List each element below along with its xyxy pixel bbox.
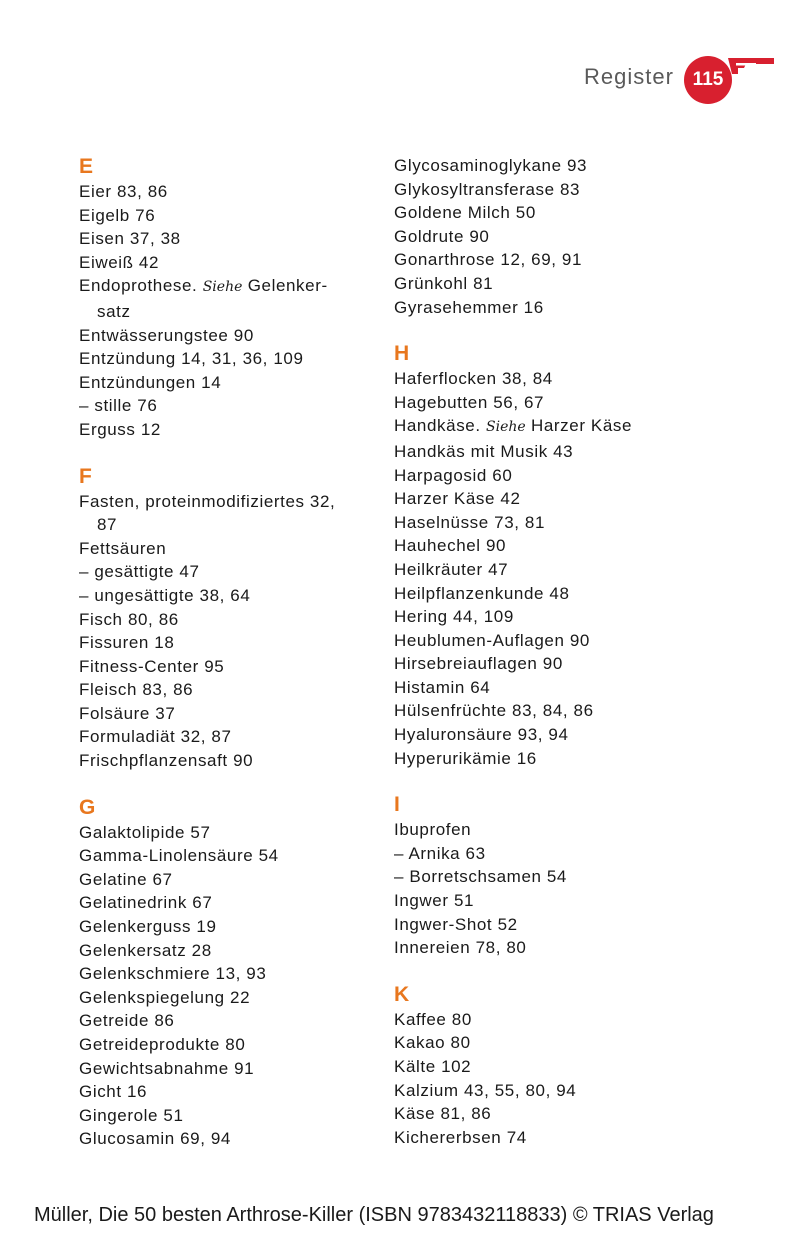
- index-entry: Gamma-Linolensäure 54: [79, 846, 279, 866]
- running-header-label: Register: [584, 64, 674, 89]
- index-entry: Hagebutten 56, 67: [394, 392, 545, 412]
- index-entry: Haferflocken 38, 84: [394, 369, 553, 389]
- index-entry: Formuladiät 32, 87: [79, 727, 232, 747]
- index-entry: Hyaluronsäure 93, 94: [394, 725, 569, 745]
- index-column-left: [79, 154, 409, 1173]
- index-entry: Gewichtsabnahme 91: [79, 1058, 255, 1078]
- index-entry: satz: [97, 301, 131, 321]
- index-section: [79, 154, 409, 442]
- index-entry: Getreide 86: [79, 1011, 175, 1031]
- index-entry: Harzer Käse 42: [394, 489, 521, 509]
- index-entry: Gelenkersatz 28: [79, 940, 212, 960]
- index-entry: – stille 76: [79, 396, 158, 416]
- index-entry: Fasten, proteinmodifiziertes 32,: [79, 491, 336, 511]
- index-entry: Fleisch 83, 86: [79, 680, 194, 700]
- index-entry: Gyrasehemmer 16: [394, 297, 544, 317]
- see-target: Harzer Käse: [525, 416, 633, 436]
- index-entry: Heilpflanzenkunde 48: [394, 583, 570, 603]
- index-entry: Goldrute 90: [394, 226, 490, 246]
- index-entry: Folsäure 37: [79, 703, 176, 723]
- section-letter: I: [394, 793, 400, 817]
- index-entry: Fisch 80, 86: [79, 609, 179, 629]
- index-entry: Hyperurikämie 16: [394, 748, 537, 768]
- index-entry: Gelenkspiegelung 22: [79, 987, 251, 1007]
- entry-term: Endoprothese.: [79, 276, 203, 296]
- index-entry: Eier 83, 86: [79, 182, 168, 201]
- index-entry: Heilkräuter 47: [394, 559, 509, 579]
- index-entry: Gicht 16: [79, 1082, 148, 1102]
- index-entry: Glucosamin 69, 94: [79, 1129, 231, 1149]
- index-section: [394, 341, 724, 770]
- index-column-right: [394, 154, 724, 1171]
- index-entry: Innereien 78, 80: [394, 938, 527, 958]
- index-entry: Käse 81, 86: [394, 1104, 492, 1124]
- index-entry: Frischpflanzensaft 90: [79, 751, 254, 771]
- see-target: Gelenker-: [242, 276, 328, 296]
- index-section: [394, 154, 724, 319]
- index-entry: Hirsebreiauflagen 90: [394, 654, 563, 674]
- page-number: 115: [692, 69, 724, 90]
- index-entry: [79, 274, 409, 300]
- index-entry: – gesättigte 47: [79, 562, 200, 582]
- index-entry: – Borretschsamen 54: [394, 867, 567, 887]
- section-letter: F: [79, 464, 92, 488]
- index-entry: – ungesättigte 38, 64: [79, 585, 251, 605]
- index-entry: Ingwer-Shot 52: [394, 914, 518, 934]
- badge-decoration-icon: [728, 52, 778, 82]
- section-letter: K: [394, 982, 410, 1006]
- section-letter: H: [394, 342, 410, 366]
- index-entry: Fissuren 18: [79, 633, 175, 653]
- index-entry: Kakao 80: [394, 1033, 471, 1053]
- index-entry: Kälte 102: [394, 1057, 472, 1076]
- index-entry: Gelatinedrink 67: [79, 893, 213, 913]
- index-entry: Ibuprofen: [394, 820, 472, 840]
- index-entry: Entzündung 14, 31, 36, 109: [79, 349, 304, 369]
- page-number-badge: [684, 56, 732, 104]
- index-section: [79, 795, 409, 1151]
- index-entry: Hauhechel 90: [394, 536, 507, 556]
- index-entry: Grünkohl 81: [394, 273, 494, 293]
- index-entry: [394, 414, 724, 440]
- index-entry: Heublumen-Auflagen 90: [394, 630, 590, 650]
- index-entry: Gonarthrose 12, 69, 91: [394, 250, 583, 270]
- index-entry: Gingerole 51: [79, 1105, 184, 1125]
- index-entry: Ingwer 51: [394, 891, 475, 911]
- section-letter: E: [79, 155, 94, 178]
- footer-credit: Müller, Die 50 besten Arthrose-Killer (ISBN 9783432118833) © TRIAS Verlag: [34, 1204, 714, 1226]
- index-entry: Gelenkschmiere 13, 93: [79, 964, 267, 984]
- index-entry: Goldene Milch 50: [394, 203, 536, 223]
- index-entry: Handkäs mit Musik 43: [394, 441, 574, 461]
- index-entry: Erguss 12: [79, 419, 161, 439]
- index-entry: Hering 44, 109: [394, 607, 514, 627]
- index-entry: Fettsäuren: [79, 538, 167, 558]
- index-entry: Histamin 64: [394, 677, 491, 697]
- entry-term: Handkäse.: [394, 416, 486, 436]
- index-entry: Kaffee 80: [394, 1009, 472, 1029]
- index-entry: Kichererbsen 74: [394, 1127, 527, 1147]
- index-entry: Eigelb 76: [79, 205, 156, 225]
- index-entry: – Arnika 63: [394, 843, 486, 863]
- index-section: [394, 982, 724, 1150]
- index-entry: Glykosyltransferase 83: [394, 179, 581, 199]
- see-reference: Siehe: [202, 279, 243, 296]
- index-entry: Hülsenfrüchte 83, 84, 86: [394, 701, 594, 721]
- index-entry: Eiweiß 42: [79, 252, 160, 272]
- index-entry: Getreideprodukte 80: [79, 1035, 246, 1054]
- section-letter: G: [79, 795, 96, 819]
- index-entry: Haselnüsse 73, 81: [394, 512, 546, 532]
- index-section: [394, 792, 724, 960]
- see-reference: Siehe: [486, 419, 526, 436]
- index-entry: Gelatine 67: [79, 869, 173, 889]
- index-entry: Kalzium 43, 55, 80, 94: [394, 1080, 577, 1100]
- index-entry: Glycosaminoglykane 93: [394, 156, 588, 175]
- index-entry: Galaktolipide 57: [79, 822, 211, 842]
- index-section: [79, 464, 409, 773]
- index-entry: Eisen 37, 38: [79, 229, 181, 249]
- index-entry: Harpagosid 60: [394, 465, 513, 485]
- index-entry: Fitness-Center 95: [79, 656, 225, 676]
- index-entry: Gelenkerguss 19: [79, 917, 217, 937]
- index-entry: Entzündungen 14: [79, 372, 222, 392]
- index-entry: Entwässerungstee 90: [79, 325, 254, 345]
- index-entry: 87: [97, 515, 118, 535]
